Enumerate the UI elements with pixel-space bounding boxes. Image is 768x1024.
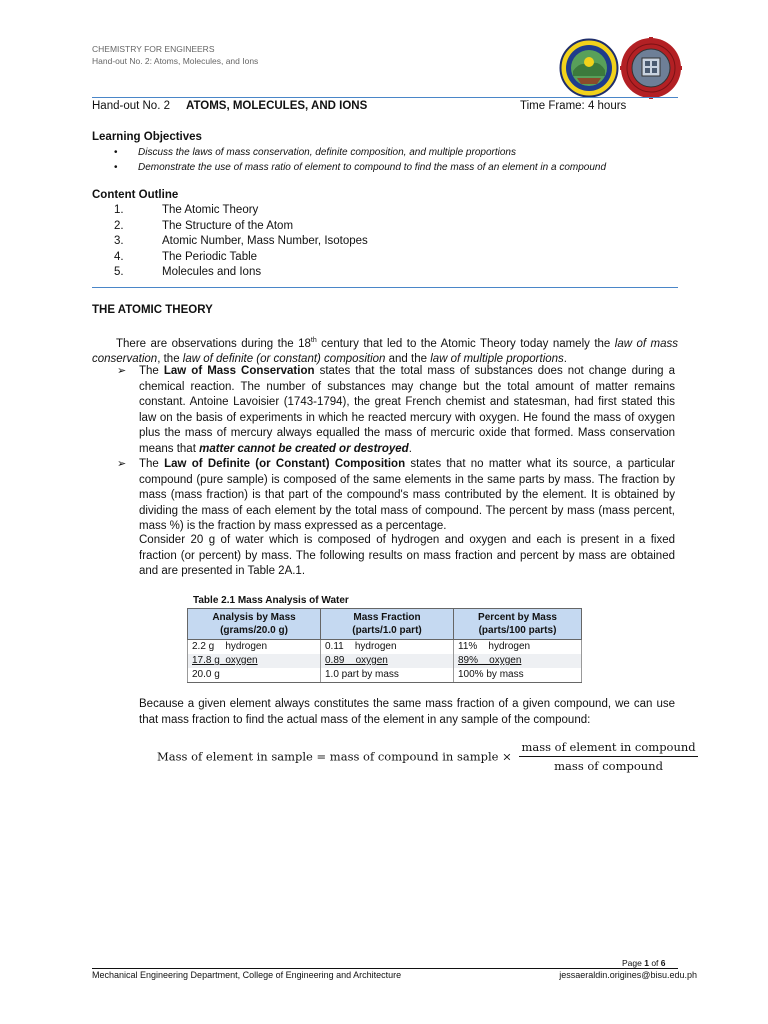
table-header-row — [188, 609, 582, 640]
water-example-paragraph: Consider 20 g of water which is composed of hydrogen and oxygen and each is present in a fixed fraction (or percent) by mass. The following results on mass fraction and percent by mass are obtained and are presented in Table 2A.1. — [139, 534, 675, 577]
mass-fraction-paragraph: Because a given element always constitutes the same mass fraction of a given compound, we can use that mass fraction to find the actual mass of the element in any sample of the compound: — [139, 698, 675, 726]
law-mass-conservation-paragraph: ➢ The Law of Mass Conservation states that the total mass of substances does not change during a chemical reaction. The number of substances may change but the total amount of matter remains constant. Antoine Lavoisier (1743-1794), the great French chemist and statesman, had first stated this law on the basis of experiments in which he reacted mercury with oxygen. He found the mass of oxygen plus the mass of mercury always equalled the mass of mercuric oxide that formed. Mass conservation means that matter cannot be created or destroyed. — [117, 365, 675, 455]
course-name: CHEMISTRY FOR ENGINEERS — [92, 44, 215, 54]
intro-paragraph: There are observations during the 18th century that led to the Atomic Theory today namely the law of mass conservation, the law of definite (or constant) composition and the law of multiple proportions. — [92, 337, 679, 366]
footer-email: jessaeraldin.origines@bisu.edu.ph — [559, 970, 697, 980]
handout-title: ATOMS, MOLECULES, AND IONS — [186, 100, 368, 112]
column-header: Percent by Mass (parts/100 parts) — [454, 609, 582, 640]
column-header: Analysis by Mass (grams/20.0 g) — [188, 609, 321, 640]
footer-department: Mechanical Engineering Department, College of Engineering and Architecture — [92, 970, 402, 980]
formula-fraction: $\frac{\text{mass of element in compound}}{\text{mass of compound}}$ — [521, 740, 696, 773]
header-rule — [92, 97, 678, 98]
handout-subtitle: Hand-out No. 2: Atoms, Molecules, and Ions — [92, 56, 259, 66]
arrow-bullet-icon: ➢ — [117, 365, 127, 377]
outline-item: 3. Atomic Number, Mass Number, Isotopes — [114, 235, 368, 247]
objective-item: • Demonstrate the use of mass ratio of element to compound to find the mass of an element in a compound — [114, 162, 607, 173]
outline-list — [92, 203, 678, 281]
college-seal-logo — [620, 37, 682, 99]
outline-item: 1. The Atomic Theory — [114, 204, 259, 216]
law-definite-composition-paragraph: ➢ The Law of Definite (or Constant) Composition states that no matter what its source, a particular compound (pure sample) is composed of the same elements in the same parts by mass. The fraction by mass (mass fraction) is that part of the compound's mass contributed by the element. It is obtained by dividing the mass of each element by the total mass of compound. The percent by mass (mass percent, mass %) is the fraction by mass expressed as a percentage. — [117, 458, 676, 532]
table-caption: Table 2.1 Mass Analysis of Water — [193, 595, 349, 606]
footer-rule — [92, 968, 678, 969]
section-heading: THE ATOMIC THEORY — [92, 304, 213, 316]
outline-heading: Content Outline — [92, 189, 179, 201]
table-row: 20.0 g 1.0 part by mass 100% by mass — [188, 668, 582, 683]
objectives-list — [92, 145, 678, 175]
mass-analysis-table — [187, 608, 582, 683]
objectives-heading: Learning Objectives — [92, 131, 202, 143]
table-row: 17.8 g oxygen 0.89 oxygen 89% oxygen — [188, 654, 582, 668]
mass-formula: Mass of element in sample = mass of compound in sample × $\frac{\text{mass of element in compound}}{\text{mass of compound}}$ — [157, 740, 696, 773]
objective-item: • Discuss the laws of mass conservation, definite composition, and multiple proportions — [114, 147, 516, 158]
university-seal-logo — [559, 38, 619, 98]
outline-item: 4. The Periodic Table — [114, 250, 258, 263]
time-frame: Time Frame: 4 hours — [520, 100, 627, 112]
page-number: Page 1 of 6 — [622, 958, 666, 968]
section-rule — [92, 287, 678, 288]
outline-item: 5. Molecules and Ions — [114, 266, 262, 278]
handout-label: Hand-out No. 2 — [92, 100, 170, 112]
outline-item: 2. The Structure of the Atom — [114, 219, 294, 232]
table-row: 2.2 g hydrogen 0.11 hydrogen 11% hydrogen — [188, 640, 582, 655]
arrow-bullet-icon: ➢ — [117, 458, 127, 470]
column-header: Mass Fraction (parts/1.0 part) — [321, 609, 454, 640]
